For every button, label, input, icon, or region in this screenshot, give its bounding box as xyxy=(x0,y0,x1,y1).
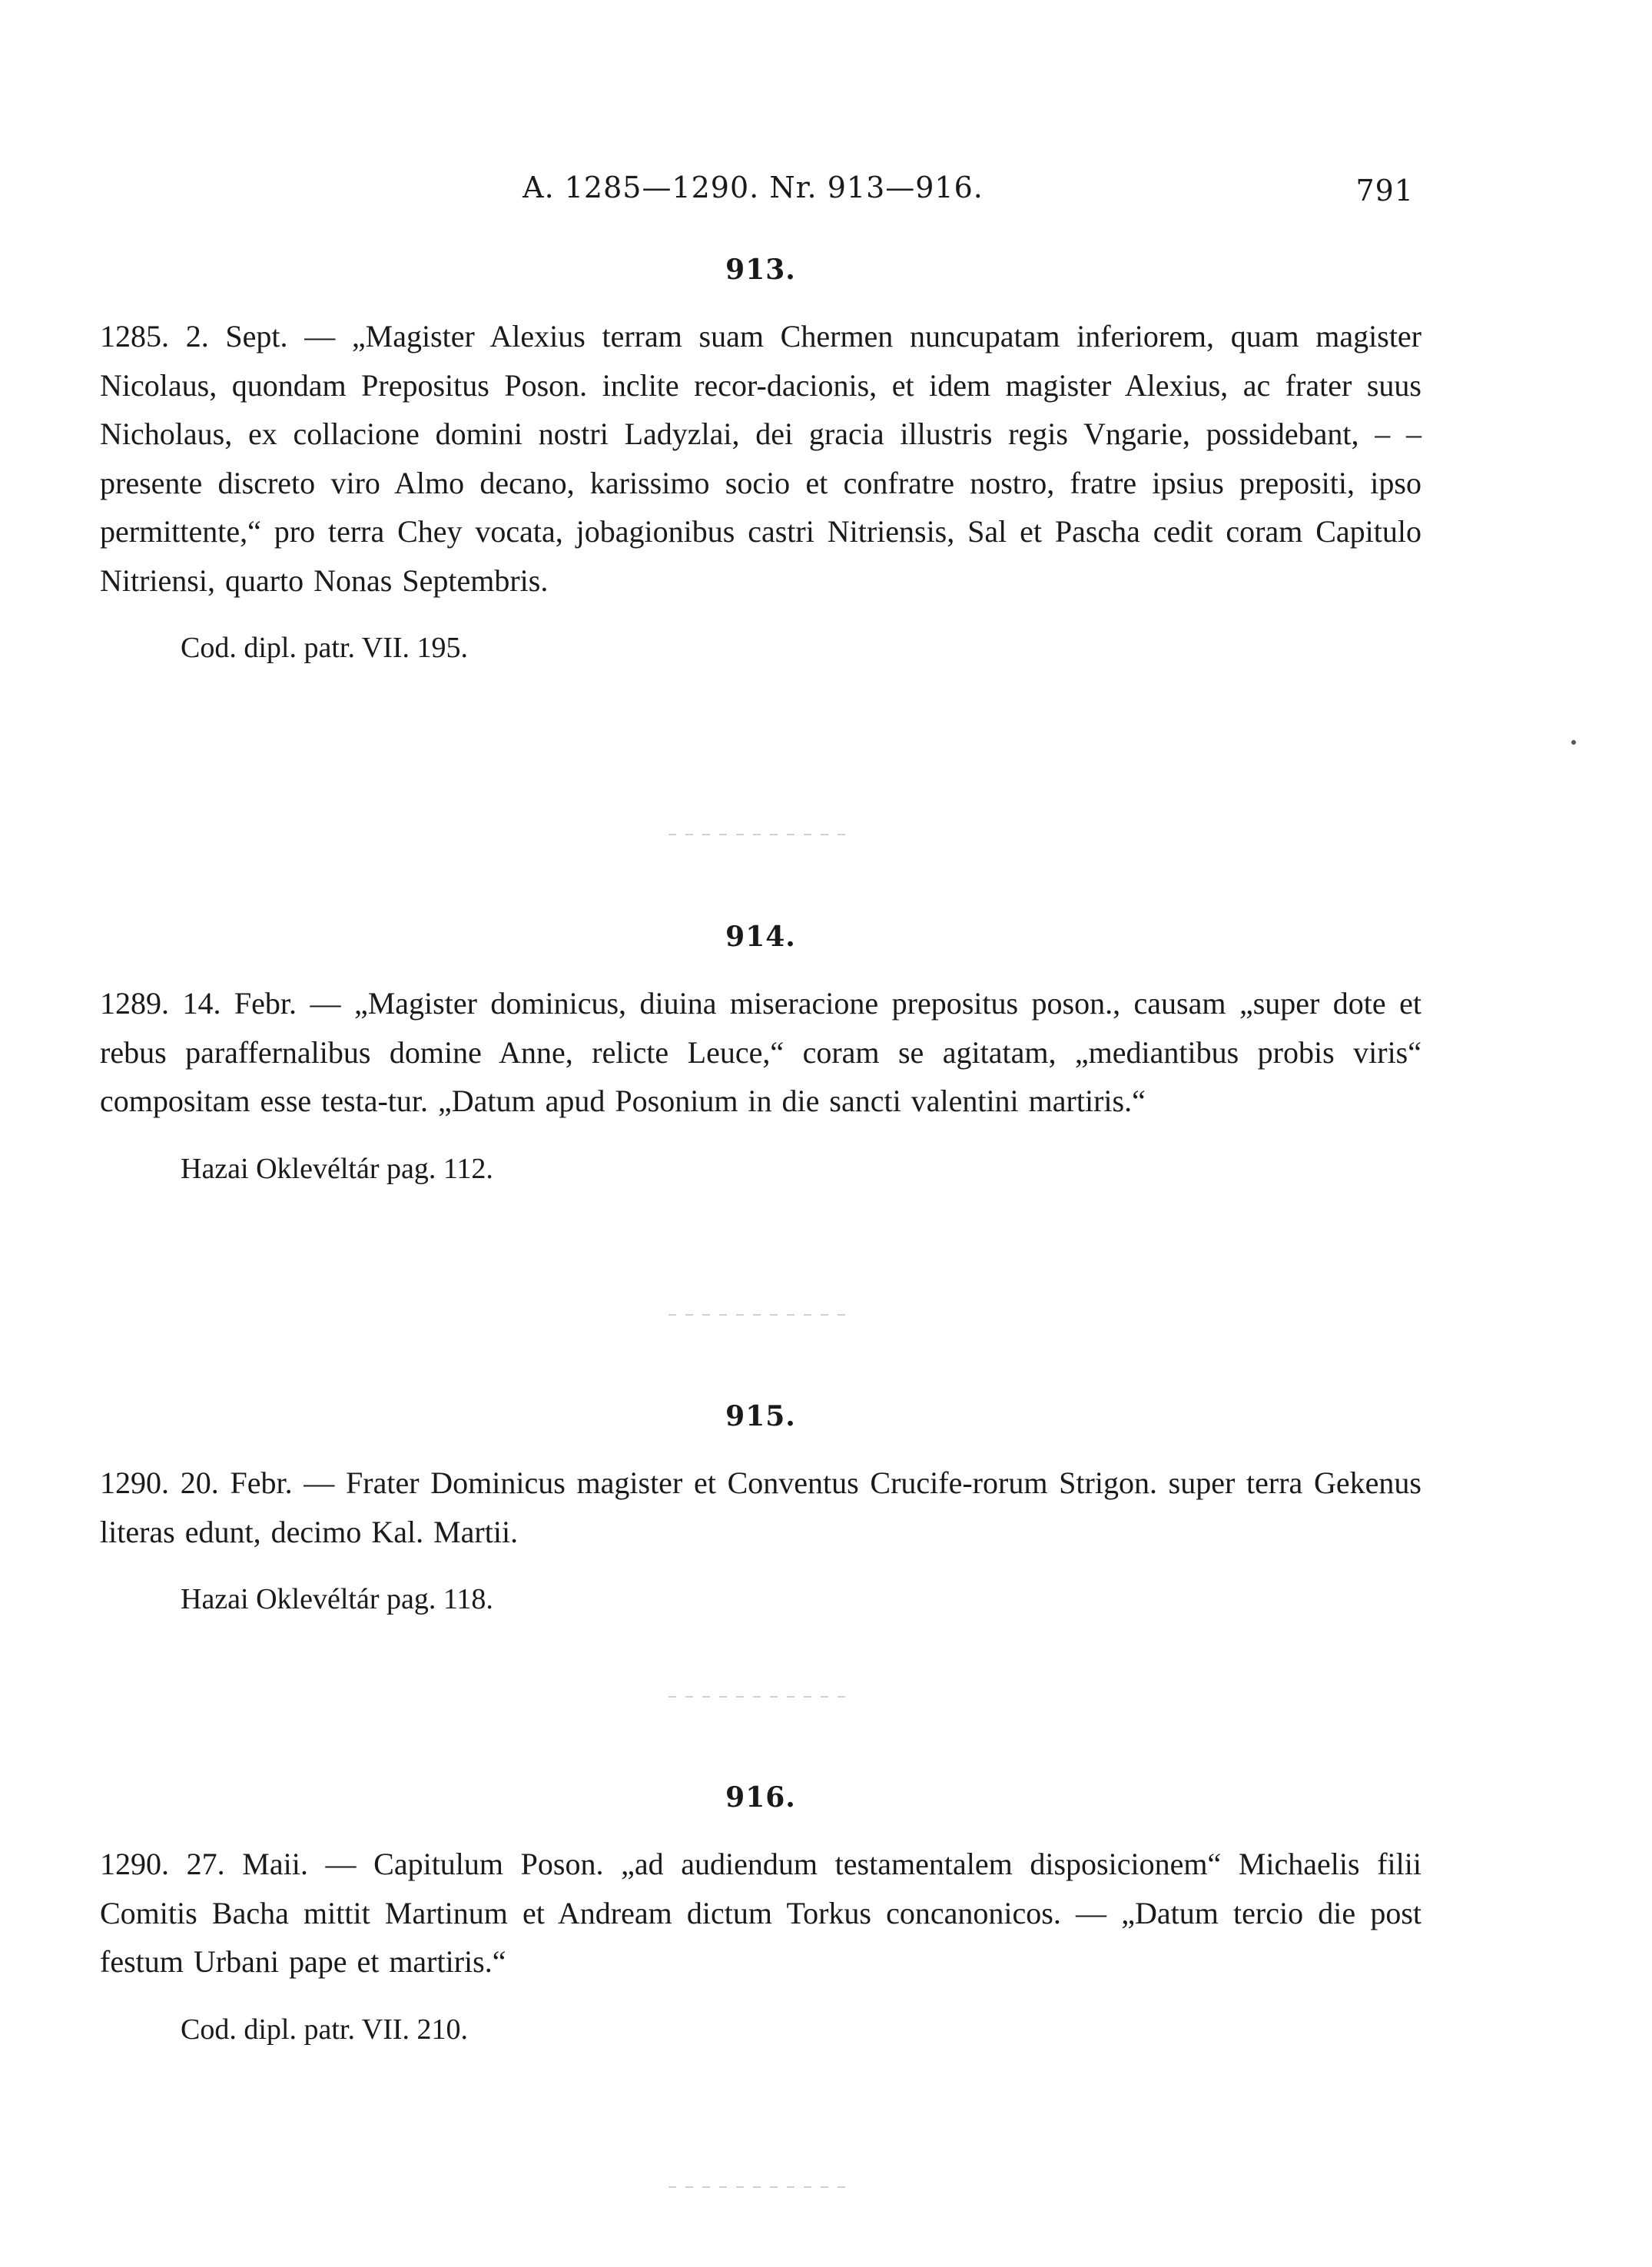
entry-text: 1285. 2. Sept. — „Magister Alexius terram suam Chermen nuncupatam inferiorem, quam magister Nicolaus, quondam Prepositus Poson. inclite recor-dacionis, et idem magister Alexius, ac frater suus Nicholaus, ex collacione domini nostri Ladyzlai, dei gracia illustris regis Vngarie, possidebant, – – presente discreto viro Almo decano, karissimo socio et confratre nostro, fratre ipsius prepositi, ipso permittente,“ pro terra Chey vocata, jobagionibus castri Nitriensis, Sal et Pascha cedit coram Capitulo Nitriensi, quarto Nonas Septembris. xyxy=(100,319,1421,598)
entry-source: Hazai Oklevéltár pag. 112. xyxy=(181,1152,493,1185)
section-divider xyxy=(668,834,845,835)
entry-source: Hazai Oklevéltár pag. 118. xyxy=(181,1583,493,1615)
print-speck xyxy=(1571,740,1576,745)
running-title: A. 1285—1290. Nr. 913—916. xyxy=(522,171,984,204)
entry-915 xyxy=(100,1400,1421,1616)
entry-number: 914. xyxy=(725,921,796,953)
page-number: 791 xyxy=(1355,174,1414,207)
entry-text: 1289. 14. Febr. — „Magister dominicus, diuina miseracione prepositus poson., causam „super dote et rebus paraffernalibus domine Anne, relicte Leuce,“ coram se agitatam, „mediantibus probis viris“ compositam esse testa-tur. „Datum apud Posonium in die sancti valentini martiris.“ xyxy=(100,986,1421,1118)
entry-text: 1290. 27. Maii. — Capitulum Poson. „ad audiendum testamentalem disposicionem“ Michaelis filii Comitis Bacha mittit Martinum et Andream dictum Torkus concanonicos. — „Datum tercio die post festum Urbani pape et martiris.“ xyxy=(100,1847,1421,1979)
entry-number: 913. xyxy=(725,254,796,286)
entry-source: Cod. dipl. patr. VII. 210. xyxy=(181,2013,469,2046)
section-divider xyxy=(668,1314,845,1316)
entry-number: 915. xyxy=(725,1400,796,1432)
entry-916 xyxy=(100,1781,1421,2046)
entry-number: 916. xyxy=(725,1781,796,1814)
section-divider xyxy=(668,2186,845,2188)
section-divider xyxy=(668,1696,845,1698)
page-header xyxy=(92,171,1414,217)
entry-source: Cod. dipl. patr. VII. 195. xyxy=(181,632,469,664)
entry-914 xyxy=(100,921,1421,1186)
entry-913 xyxy=(100,254,1421,665)
entry-text: 1290. 20. Febr. — Frater Dominicus magister et Conventus Crucife-rorum Strigon. super terra Gekenus literas edunt, decimo Kal. Martii. xyxy=(100,1465,1421,1549)
